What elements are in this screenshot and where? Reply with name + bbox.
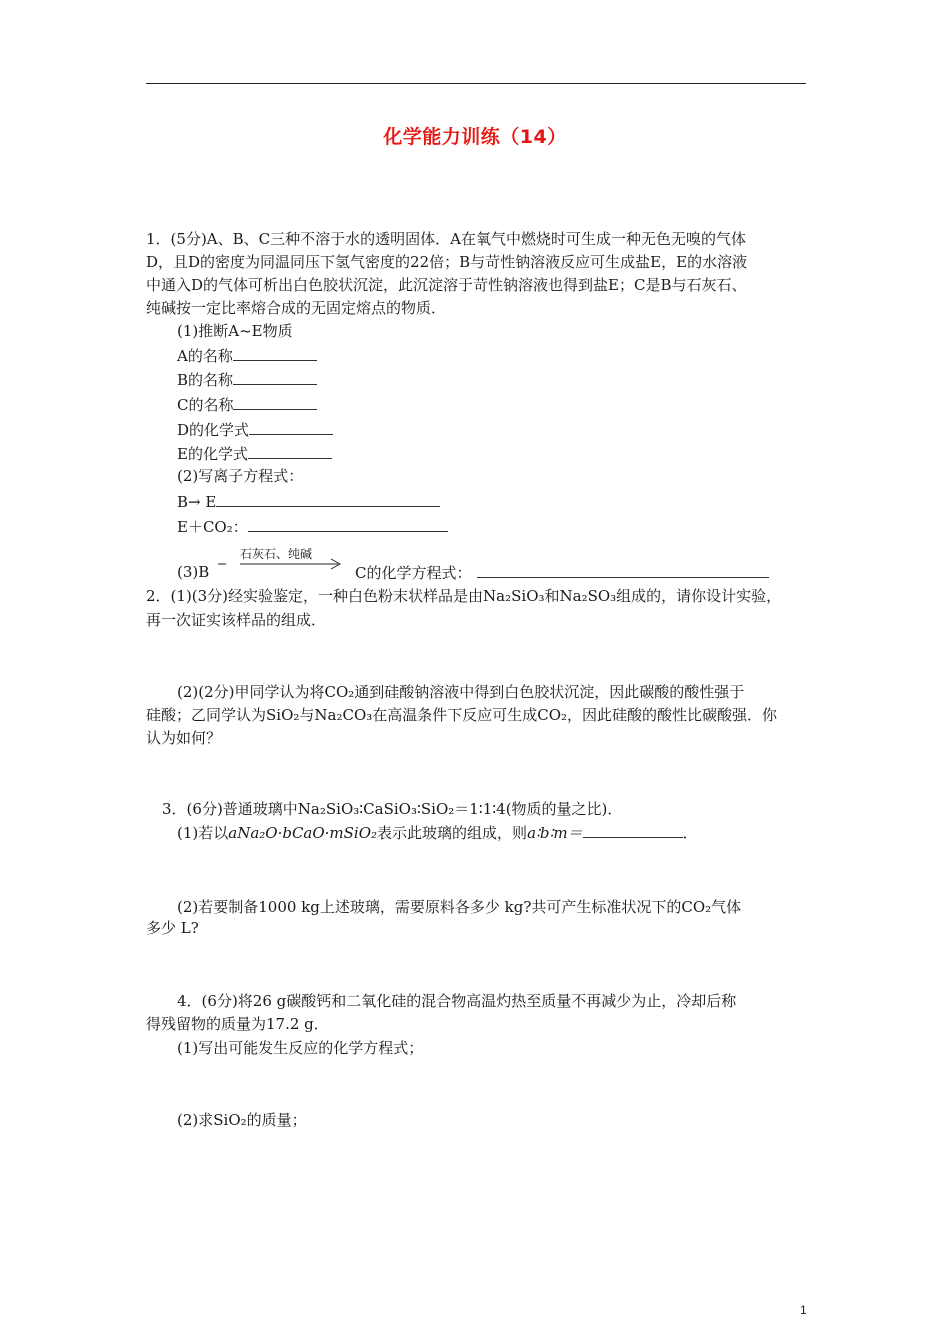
q3-part1-end: ． bbox=[682, 824, 698, 842]
answer-blank[interactable] bbox=[249, 419, 333, 435]
q1-part3-label: C的化学方程式： bbox=[355, 564, 472, 582]
q1-c-name-label: C的名称 bbox=[177, 396, 234, 414]
q1-a-name bbox=[177, 345, 317, 366]
q3-part1-prefix: (1)若以 bbox=[177, 824, 229, 842]
q3-part1 bbox=[177, 822, 698, 843]
q4-part2: (2)求SiO₂的质量； bbox=[177, 1111, 307, 1129]
q4-stem-line-2: 得残留物的质量为17.2 g． bbox=[146, 1015, 329, 1033]
q3-ratio: a∶b∶m＝ bbox=[527, 824, 583, 842]
answer-blank[interactable] bbox=[233, 369, 317, 385]
q2-part2-line-3: 认为如何？ bbox=[146, 729, 222, 747]
q1-c-name bbox=[177, 394, 317, 415]
q1-stem-line-4: 纯碱按一定比率熔合成的无固定熔点的物质． bbox=[146, 299, 447, 317]
answer-blank[interactable] bbox=[248, 516, 448, 532]
q1-part3-prefix: (3)B bbox=[177, 563, 210, 581]
reaction-arrow-icon bbox=[216, 556, 346, 570]
q1-b-to-e bbox=[177, 491, 440, 512]
answer-blank[interactable] bbox=[216, 491, 440, 507]
q1-b-name-label: B的名称 bbox=[177, 371, 234, 389]
q1-e-co2-label: E＋CO₂： bbox=[177, 518, 248, 536]
q1-part3 bbox=[355, 562, 769, 583]
q1-stem-line-2: D，且D的密度为同温同压下氢气密度的22倍；B与苛性钠溶液反应可生成盐E，E的水溶液 bbox=[146, 253, 748, 271]
page-number: 1 bbox=[800, 1303, 807, 1317]
q3-part2-line-1: (2)若要制备1000 kg上述玻璃，需要原料各多少 kg?共可产生标准状况下的CO₂气体 bbox=[177, 898, 742, 916]
q2-part1-line-2: 再一次证实该样品的组成． bbox=[146, 611, 327, 629]
q2-part2-line-2: 硅酸；乙同学认为SiO₂与Na₂CO₃在高温条件下反应可生成CO₂，因此硅酸的酸性比碳酸强．你 bbox=[146, 706, 778, 724]
q3-part2-line-2: 多少 L? bbox=[146, 919, 199, 937]
q1-part2-heading: (2)写离子方程式： bbox=[177, 467, 304, 485]
right-arrow-icon: → bbox=[188, 493, 201, 511]
answer-blank[interactable] bbox=[233, 345, 317, 361]
q2-part1-line-1: 2．(1)(3分)经实验鉴定，一种白色粉末状样品是由Na₂SiO₃和Na₂SO₃组成的，请你设计实验， bbox=[146, 587, 782, 605]
q2-part2-line-1: (2)(2分)甲同学认为将CO₂通到硅酸钠溶液中得到白色胶状沉淀，因此碳酸的酸性强于 bbox=[177, 683, 745, 701]
q1-b-name bbox=[177, 369, 317, 390]
q3-part1-middle: 表示此玻璃的组成，则 bbox=[377, 824, 528, 842]
q1-arrow-condition: 石灰石、纯碱 bbox=[240, 547, 313, 561]
document-title: 化学能力训练（14） bbox=[383, 126, 567, 148]
q1-stem-line-3: 中通入D的气体可析出白色胶状沉淀，此沉淀溶于苛性钠溶液也得到盐E；C是B与石灰石、 bbox=[146, 276, 747, 294]
answer-blank[interactable] bbox=[248, 443, 332, 459]
q1-e-formula-label: E的化学式 bbox=[177, 445, 248, 463]
q1-e-co2 bbox=[177, 516, 448, 537]
answer-blank[interactable] bbox=[583, 822, 683, 838]
q1-e-label: E bbox=[205, 493, 217, 511]
header-rule bbox=[146, 83, 806, 84]
q3-stem: 3．(6分)普通玻璃中Na₂SiO₃∶CaSiO₃∶SiO₂＝1∶1∶4(物质的量之比)． bbox=[162, 800, 623, 818]
q4-part1: (1)写出可能发生反应的化学方程式； bbox=[177, 1039, 424, 1057]
q1-d-formula-label: D的化学式 bbox=[177, 421, 250, 439]
q3-formula: aNa₂O·bCaO·mSiO₂ bbox=[228, 824, 378, 842]
q1-a-name-label: A的名称 bbox=[177, 347, 233, 365]
q1-e-formula bbox=[177, 443, 332, 464]
q4-stem-line-1: 4．(6分)将26 g碳酸钙和二氧化硅的混合物高温灼热至质量不再减少为止，冷却后称 bbox=[177, 992, 737, 1010]
q1-d-formula bbox=[177, 419, 333, 440]
q1-stem-line-1: 1．(5分)A、B、C三种不溶于水的透明固体．A在氧气中燃烧时可生成一种无色无嗅的气体 bbox=[146, 230, 746, 248]
answer-blank[interactable] bbox=[233, 394, 317, 410]
q1-b-label: B bbox=[177, 493, 189, 511]
q1-part1-heading: (1)推断A~E物质 bbox=[177, 322, 293, 340]
answer-blank[interactable] bbox=[477, 562, 769, 578]
